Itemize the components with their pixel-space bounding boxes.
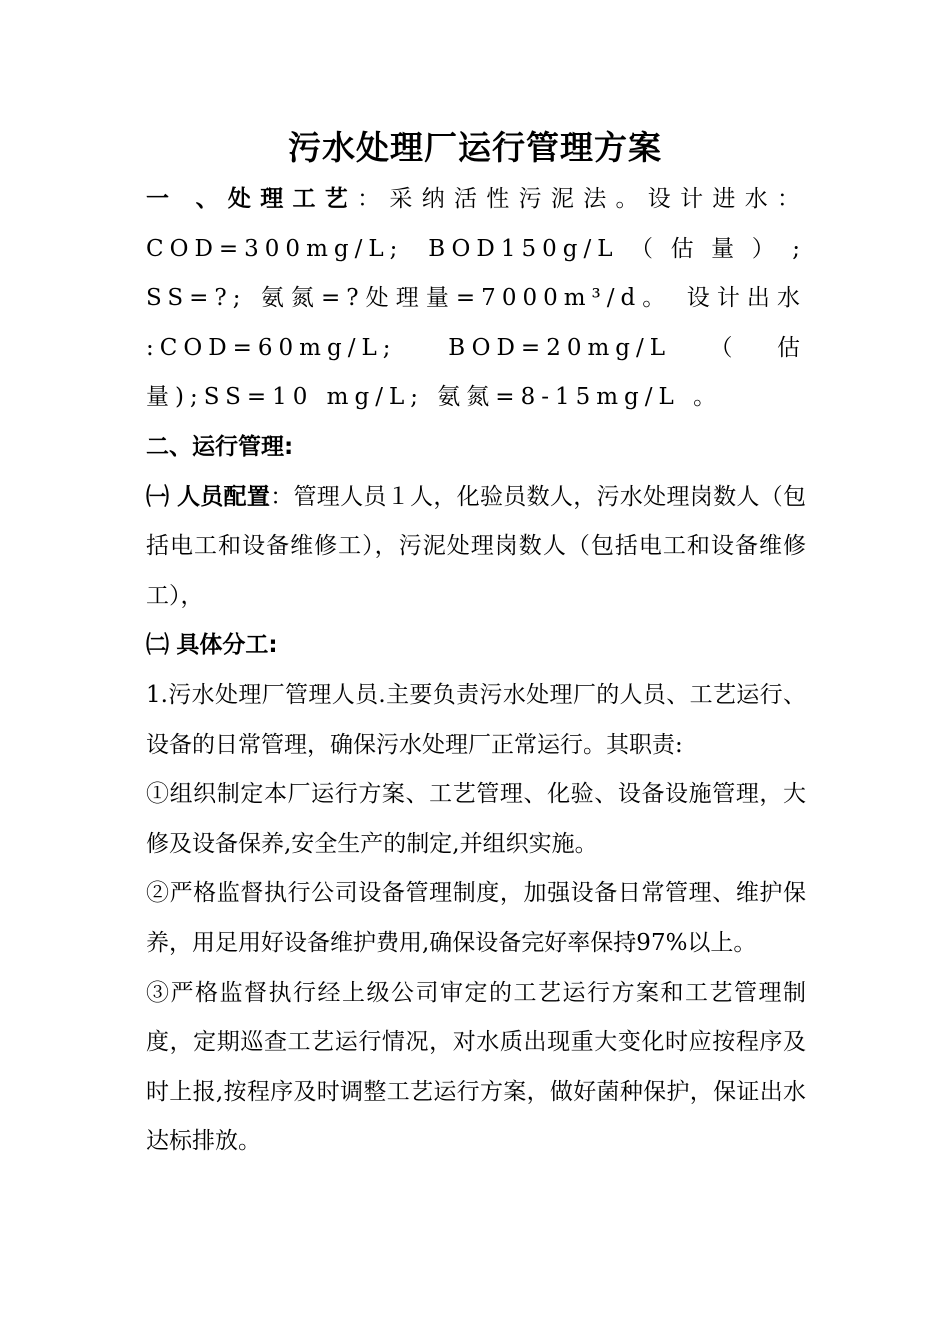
subsection-marker-division: ㈡	[146, 632, 169, 659]
subsection-marker-staffing: ㈠	[146, 483, 170, 510]
item-manager: 1.污水处理厂管理人员.主要负责污水处理厂的人员、工艺运行、设备的日常管理，确保污水处理厂正常运行。其职责:	[146, 681, 806, 758]
subsection-heading-staffing: 人员配置	[176, 483, 271, 510]
duty-item-1: ①组织制定本厂运行方案、工艺管理、化验、设备设施管理，大修及设备保养,安全生产的制定,并组织实施。	[146, 781, 806, 857]
subsection-text-staffing: ：管理人员１人，化验员数人，污水处理岗数人（包括电工和设备维修工），污泥处理岗数人（包括电工和设备维修工），	[146, 483, 807, 609]
section-process	[146, 175, 806, 423]
duty-item-2: ②严格监督执行公司设备管理制度，加强设备日常管理、维护保养，用足用好设备维护费用,确保设备完好率保持97%以上。	[146, 880, 806, 956]
section-heading-process: 一 、处理工艺	[146, 186, 358, 212]
document-body	[146, 175, 806, 1167]
section-operation	[146, 423, 806, 473]
subsection-staffing	[146, 473, 806, 622]
page-title: 污水处理厂运行管理方案	[288, 128, 662, 167]
section-text-process: ：采纳活性污泥法。设计进水：COD=300mg/L; BOD150g/L（估量）; SS=?; 氨氮=?处理量=7000m³/d。 设计出水 :COD=60mg/L; BOD=20mg/L（估量);SS=10 mg/L; 氨氮=8-15mg/L 。	[146, 186, 806, 411]
subsection-heading-division: 具体分工:	[176, 632, 278, 659]
duty-item-3: ③严格监督执行经上级公司审定的工艺运行方案和工艺管理制度，定期巡查工艺运行情况，对水质出现重大变化时应按程序及时上报,按程序及时调整工艺运行方案，做好菌种保护，保证出水达标排放。	[146, 979, 806, 1155]
subsection-division	[146, 621, 806, 671]
section-heading-operation: 二、运行管理:	[146, 433, 294, 460]
